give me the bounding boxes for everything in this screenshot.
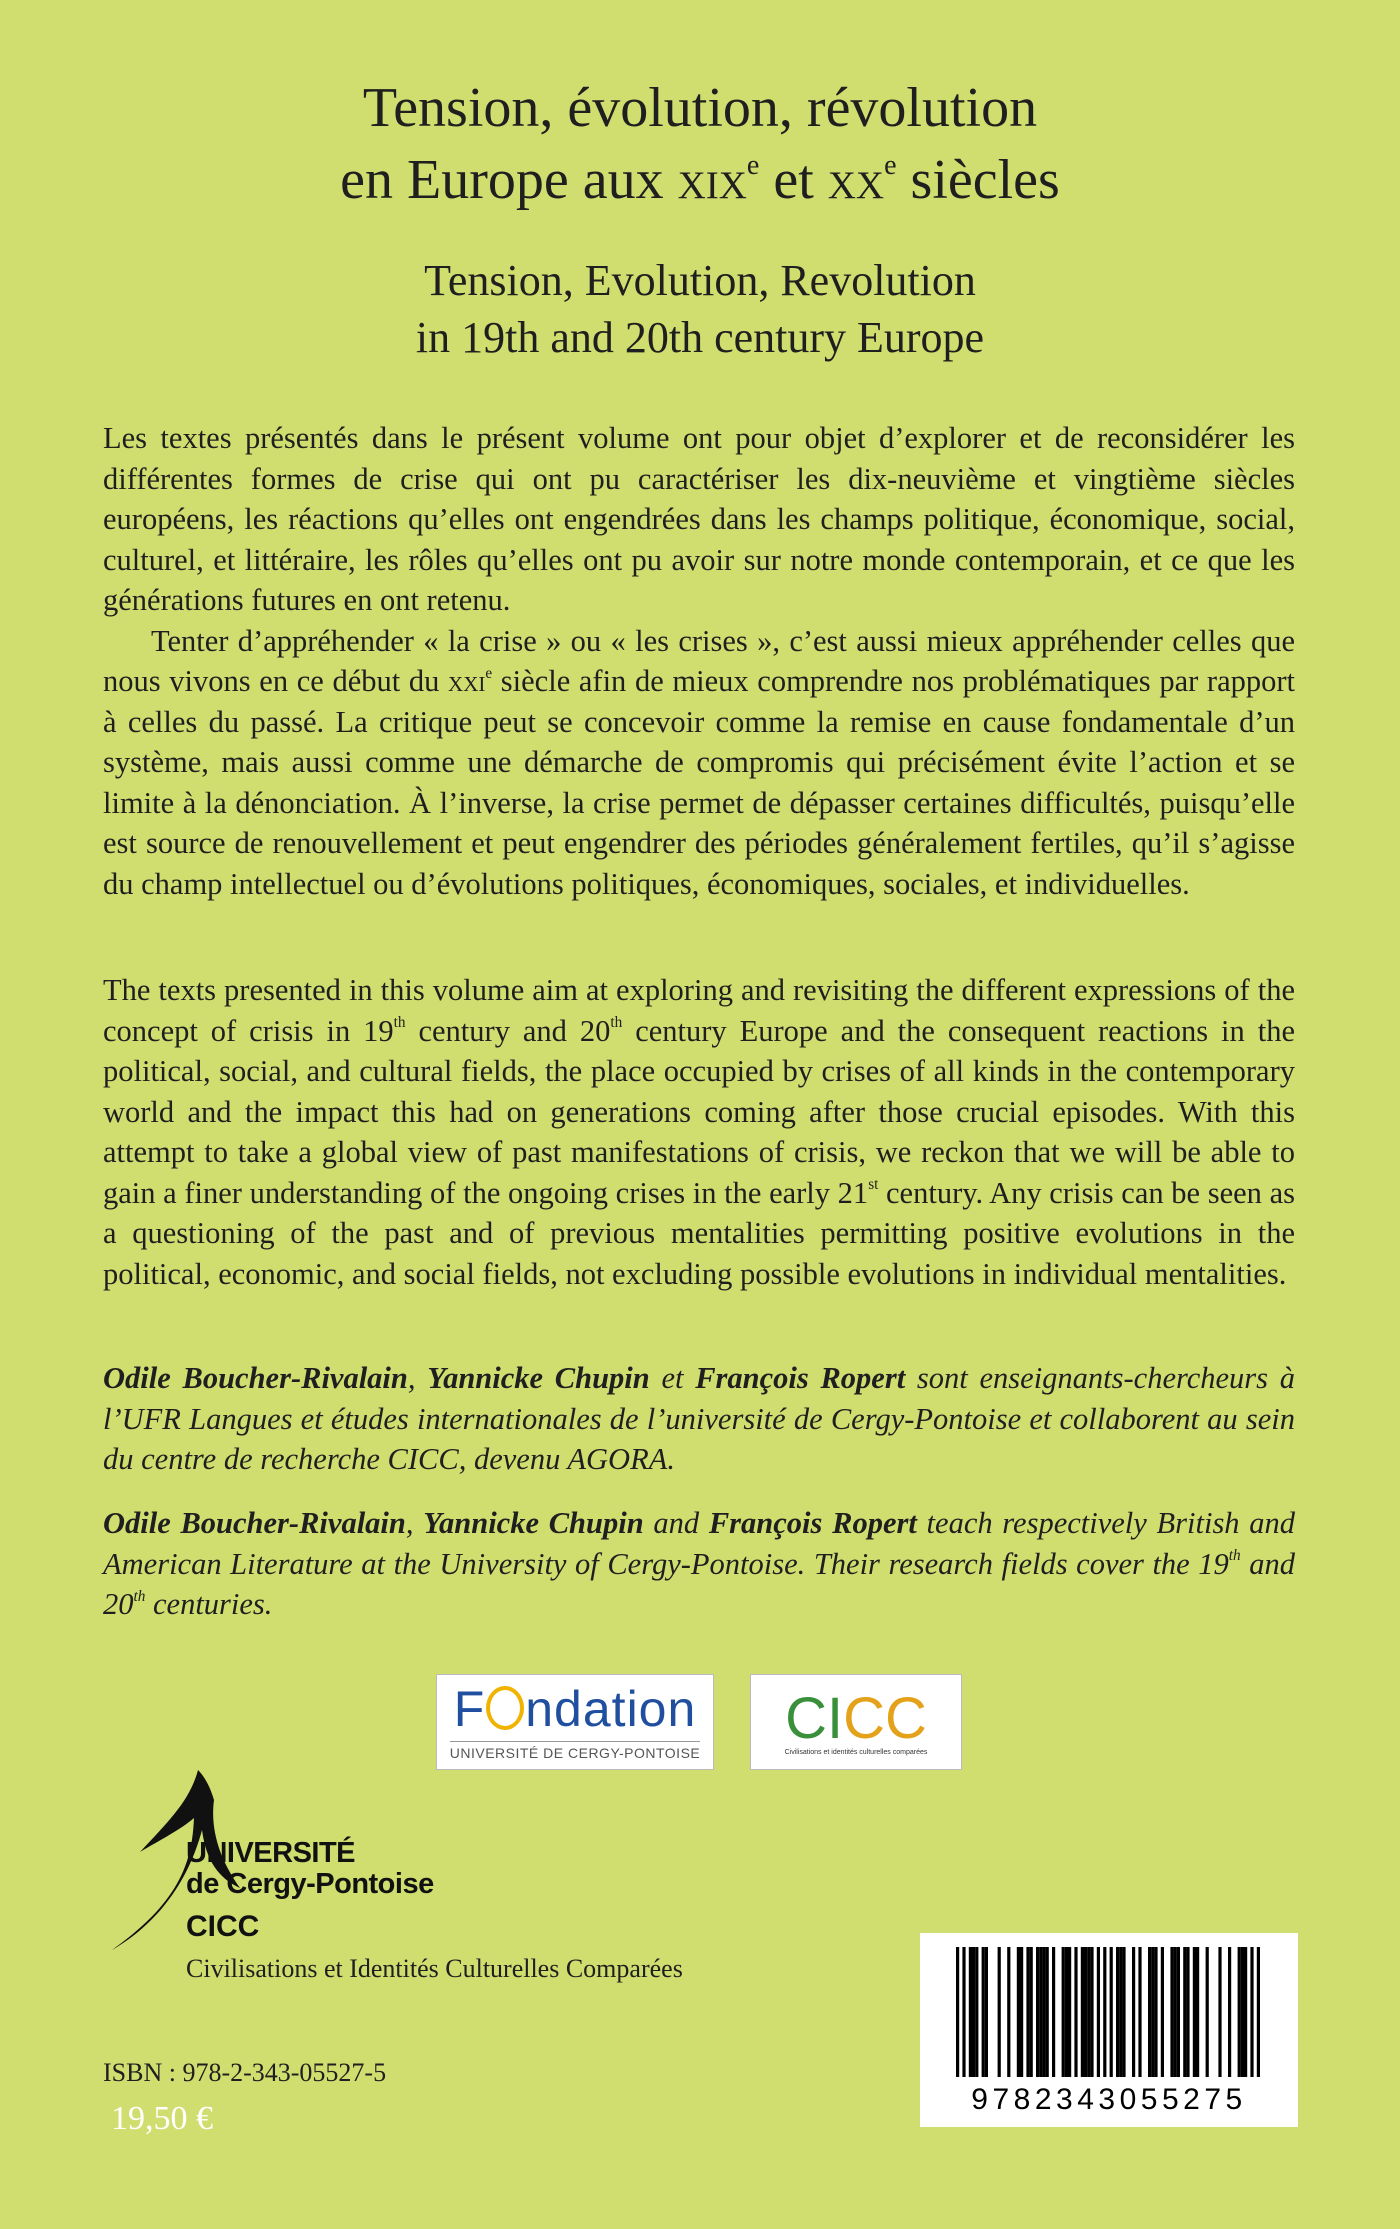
barcode-bar [1193, 1947, 1196, 2077]
barcode-bar [1186, 1947, 1189, 2077]
barcode-bar [1036, 1947, 1039, 2077]
barcode-bar [1174, 1947, 1177, 2077]
fondation-logo [436, 1674, 714, 1770]
barcode-bar [1068, 1947, 1071, 2077]
authors-english: Odile Boucher-Rivalain, Yannicke Chupin and François Ropert teach respectively British and American Literature at the University of Cergy-Pontoise. Their research fields cover the 19th and 20th centuries. [103, 1506, 1296, 1621]
barcode-bar [1020, 1947, 1023, 2077]
english-title-line1: Tension, Evolution, Revolution [424, 256, 976, 305]
barcode-bar [1154, 1947, 1157, 2077]
barcode-bar [1081, 1947, 1084, 2077]
barcode-bar [1030, 1947, 1033, 2077]
french-paragraph-2: Tenter d’appréhender « la crise » ou « les crises », c’est aussi mieux appréhender celles que nous vivons en ce début du xxi$^e$ siècle afin de mieux comprendre nos problématiques par rapport à celles du passé. La critique peut se concevoir comme la remise en cause fondamentale d’un système, mais aussi comme une démarche de compromis qui précisément évite l’action et se limite à la dénonciation. À l’inverse, la crise permet de dépasser certaines difficultés, puisqu’elle est source de renouvellement et peut engendrer des périodes généralement fertiles, qu’il s’agisse du champ intellectuel ou d’évolutions politiques, économiques, sociales, et individuelles. [103, 623, 1295, 901]
english-title [0, 252, 1400, 366]
english-paragraph: The texts presented in this volume aim at exploring and revisiting the different expressions of the concept of crisis in 19th century and 20th century Europe and the consequent reactions in the political, social, and cultural fields, the place occupied by crises of all kinds in the contemporary world and the impact this had on generations coming after those crucial episodes. With this attempt to take a global view of past manifestations of crisis, we reckon that we will be able to gain a finer understanding of the ongoing crises in the early 21st century. Any crisis can be seen as a questioning of the past and of previous mentalities permitting positive evolutions in the political, economic, and social fields, not excluding possible evolutions in individual mentalities. [103, 973, 1295, 1291]
barcode-bar [1007, 1947, 1010, 2077]
english-title-line2: in 19th and 20th century Europe [415, 313, 985, 362]
barcode-bar [1017, 1947, 1020, 2077]
authors-french: Odile Boucher-Rivalain, Yannicke Chupin et François Ropert sont enseignants-chercheurs à l’UFR Langues et études internationales de l’université de Cergy-Pontoise et collaborent au sein du centre de recherche CICC, devenu AGORA. [103, 1361, 1296, 1476]
fondation-o-ring-icon [486, 1686, 524, 1730]
barcode-bar [1074, 1947, 1077, 2077]
french-paragraph-1: Les textes présentés dans le présent volume ont pour objet d’explorer et de reconsidérer les différentes formes de crise qui ont pu caractériser les dix-neuvième et vingtième siècles européens, les réactions qu’elles ont engendrées dans les champs politique, économique, social, culturel, et littéraire, les rôles qu’elles ont pu avoir sur notre monde contemporain, et ce que les générations futures en ont retenu. [103, 421, 1295, 617]
barcode-bar [1062, 1947, 1065, 2077]
barcode-bar [962, 1947, 965, 2077]
english-description [103, 970, 1295, 1294]
barcode-bar [982, 1947, 985, 2077]
barcode-bar [1087, 1947, 1090, 2077]
barcode-bar [975, 1947, 978, 2077]
university-name: UNIVERSITÉ de Cergy-Pontoise [186, 1837, 434, 1900]
barcode-bar [985, 1947, 988, 2077]
french-description [103, 418, 1295, 904]
barcode-digits: 9782343055275 [971, 2083, 1247, 2116]
barcode-bar [1132, 1947, 1135, 2077]
barcode-bar [1042, 1947, 1045, 2077]
barcode-bar [1097, 1947, 1100, 2077]
barcode-bar [1238, 1947, 1241, 2077]
barcode-bar [1228, 1947, 1231, 2077]
barcode-bar [972, 1947, 975, 2077]
barcode-bar [998, 1947, 1001, 2077]
barcode-bar [1116, 1947, 1119, 2077]
cicc-logo [750, 1674, 962, 1770]
fondation-wordmark: F ndation [453, 1681, 697, 1737]
barcode-bar [1257, 1947, 1260, 2077]
barcode-bar [1046, 1947, 1049, 2077]
cicc-full-name: Civilisations et Identités Culturelles Comparées [186, 1954, 683, 1983]
barcode [920, 1933, 1298, 2127]
barcode-bar [1218, 1947, 1221, 2077]
barcode-bar [1244, 1947, 1247, 2077]
barcode-bar [1183, 1947, 1186, 2077]
barcode-bar [1177, 1947, 1180, 2077]
french-title-line2: en Europe aux xix$^e$ et $xx^e$ siècles [340, 149, 1060, 211]
isbn: ISBN : 978-2-343-05527-5 [103, 2058, 387, 2087]
barcode-bar [1241, 1947, 1244, 2077]
cicc-label: CICC [186, 1910, 260, 1943]
barcode-bar [1052, 1947, 1055, 2077]
barcode-bars [920, 1933, 1298, 2083]
barcode-bar [1084, 1947, 1087, 2077]
cicc-logo-subtitle: Civilisations et identités culturelles comparées [784, 1748, 928, 1756]
barcode-bar [1122, 1947, 1125, 2077]
barcode-bar [1026, 1947, 1029, 2077]
french-title-line1: Tension, évolution, révolution [362, 77, 1038, 139]
barcode-bar [1103, 1947, 1106, 2077]
barcode-bar [1206, 1947, 1209, 2077]
barcode-bar [1170, 1947, 1173, 2077]
barcode-bar [1090, 1947, 1093, 2077]
cicc-wordmark: CICC [785, 1685, 927, 1751]
barcode-bar [1110, 1947, 1113, 2077]
barcode-bar [1039, 1947, 1042, 2077]
fondation-subtitle: UNIVERSITÉ DE CERGY-PONTOISE [450, 1741, 701, 1761]
barcode-bar [1148, 1947, 1151, 2077]
barcode-bar [969, 1947, 972, 2077]
barcode-bar [1151, 1947, 1154, 2077]
barcode-bar [1161, 1947, 1164, 2077]
price: 19,50 € [111, 2100, 213, 2137]
barcode-bar [956, 1947, 959, 2077]
barcode-bar [1138, 1947, 1141, 2077]
french-title [0, 72, 1400, 216]
barcode-bar [1250, 1947, 1253, 2077]
barcode-bar [1196, 1947, 1199, 2077]
barcode-bar [1119, 1947, 1122, 2077]
barcode-bar [1065, 1947, 1068, 2077]
